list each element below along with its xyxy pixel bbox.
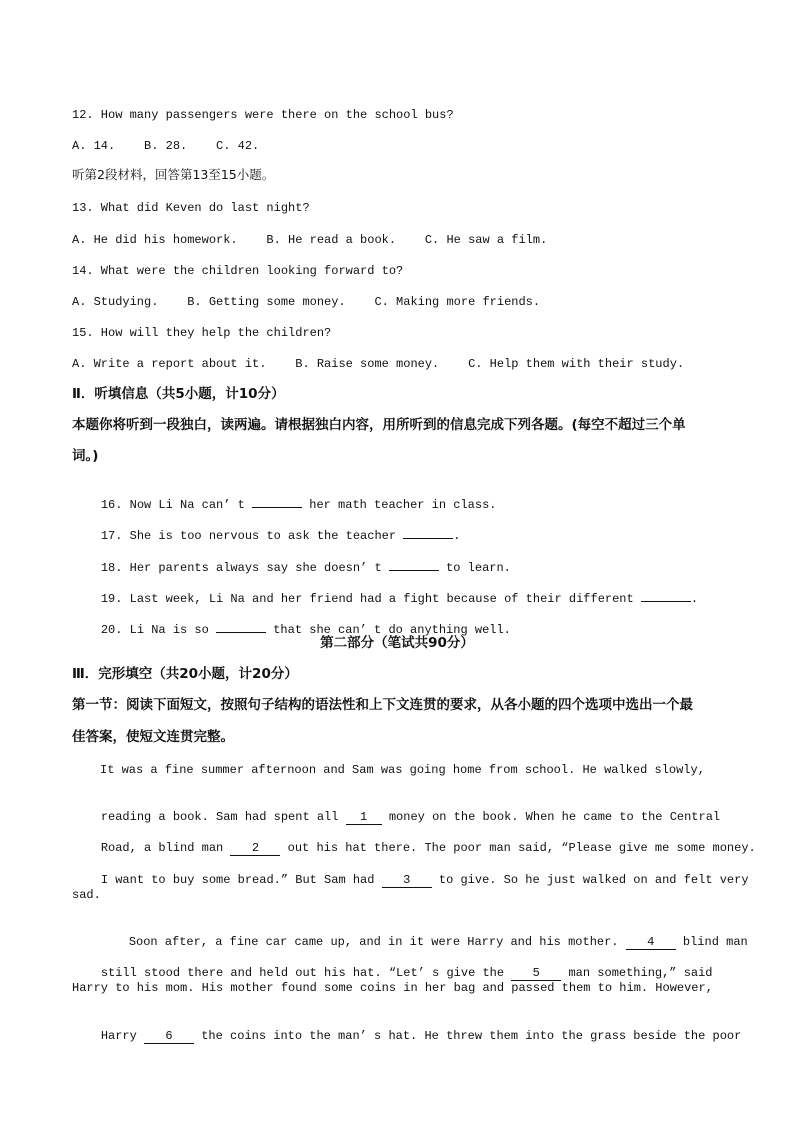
passage-line-4: I want to buy some bread.” But Sam had 3 to give. So he just walked on and felt very [100, 873, 749, 887]
passage-line-5: sad. [72, 888, 101, 902]
q17-after: . [453, 529, 461, 543]
q19-after: . [690, 592, 699, 606]
q18-before: 18. Her parents always say she doesn’ t [100, 561, 389, 575]
q18-after: to learn. [438, 561, 511, 575]
q13-options: A. He did his homework. B. He read a book. C. He saw a film. [72, 233, 548, 247]
cloze-blank-6[interactable]: 6 [144, 1030, 194, 1044]
part2-instruction-2: 词。) [72, 448, 99, 464]
q14-question: 14. What were the children looking forward to? [72, 264, 404, 278]
part3-instruction-2: 佳答案，使短文连贯完整。 [72, 729, 234, 745]
cloze-blank-2[interactable]: 2 [230, 842, 280, 856]
q17-before: 17. She is too nervous to ask the teacher [100, 529, 404, 543]
q12-options: A. 14. B. 28. C. 42. [72, 139, 260, 153]
cloze-blank-3[interactable]: 3 [382, 874, 432, 888]
cloze-blank-4[interactable]: 4 [626, 936, 676, 950]
passage-line-2: reading a book. Sam had spent all 1 money on the book. When he came to the Central [100, 810, 721, 824]
written-part-title: 第二部分（笔试共90分） [320, 635, 474, 651]
passage-line-9: Harry 6 the coins into the man’ s hat. He threw them into the grass beside the poor [100, 1029, 742, 1043]
q19-before: 19. Last week, Li Na and her friend had a fight because of their different [100, 592, 641, 606]
q16-blank[interactable] [252, 507, 302, 508]
q16-before: 16. Now Li Na can’ t [100, 498, 253, 512]
q14-options: A. Studying. B. Getting some money. C. Making more friends. [72, 295, 541, 309]
part2-instruction-1: 本题你将听到一段独白，读两遍。请根据独白内容，用所听到的信息完成下列各题。(每空不超过三个单 [72, 417, 686, 433]
section2-intro: 听第2段材料，回答第13至15小题。 [72, 167, 275, 182]
part2-heading: Ⅱ．听填信息（共5小题，计10分） [72, 386, 285, 402]
q16-after: her math teacher in class. [302, 498, 497, 512]
cloze-blank-1[interactable]: 1 [346, 811, 382, 825]
passage-line-8: Harry to his mom. His mother found some coins in her bag and passed them to him. However, [72, 981, 713, 995]
passage-line-1: It was a fine summer afternoon and Sam was going home from school. He walked slowly, [100, 763, 705, 777]
cloze-blank-5[interactable]: 5 [511, 967, 561, 981]
q12-question: 12. How many passengers were there on the school bus? [72, 108, 454, 122]
passage-line-7: still stood there and held out his hat. “Let’ s give the 5 man something,” said [100, 966, 713, 980]
passage-line-6: Soon after, a fine car came up, and in it were Harry and his mother. 4 blind man [128, 935, 748, 949]
q20-before: 20. Li Na is so [100, 623, 217, 637]
q20-after: that she can’ t do anything well. [266, 623, 511, 637]
part3-instruction-1: 第一节：阅读下面短文，按照句子结构的语法性和上下文连贯的要求，从各小题的四个选项中选出一个最 [72, 697, 693, 713]
q15-options: A. Write a report about it. B. Raise some money. C. Help them with their study. [72, 357, 685, 371]
passage-line-3: Road, a blind man 2 out his hat there. The poor man said, “Please give me some money. [100, 841, 756, 855]
q17-blank[interactable] [403, 538, 453, 539]
q13-question: 13. What did Keven do last night? [72, 201, 310, 215]
q20-blank[interactable] [216, 632, 266, 633]
q19-blank[interactable] [641, 601, 691, 602]
part3-heading: Ⅲ．完形填空（共20小题，计20分） [72, 666, 298, 682]
q15-question: 15. How will they help the children? [72, 326, 332, 340]
q18-blank[interactable] [389, 570, 439, 571]
